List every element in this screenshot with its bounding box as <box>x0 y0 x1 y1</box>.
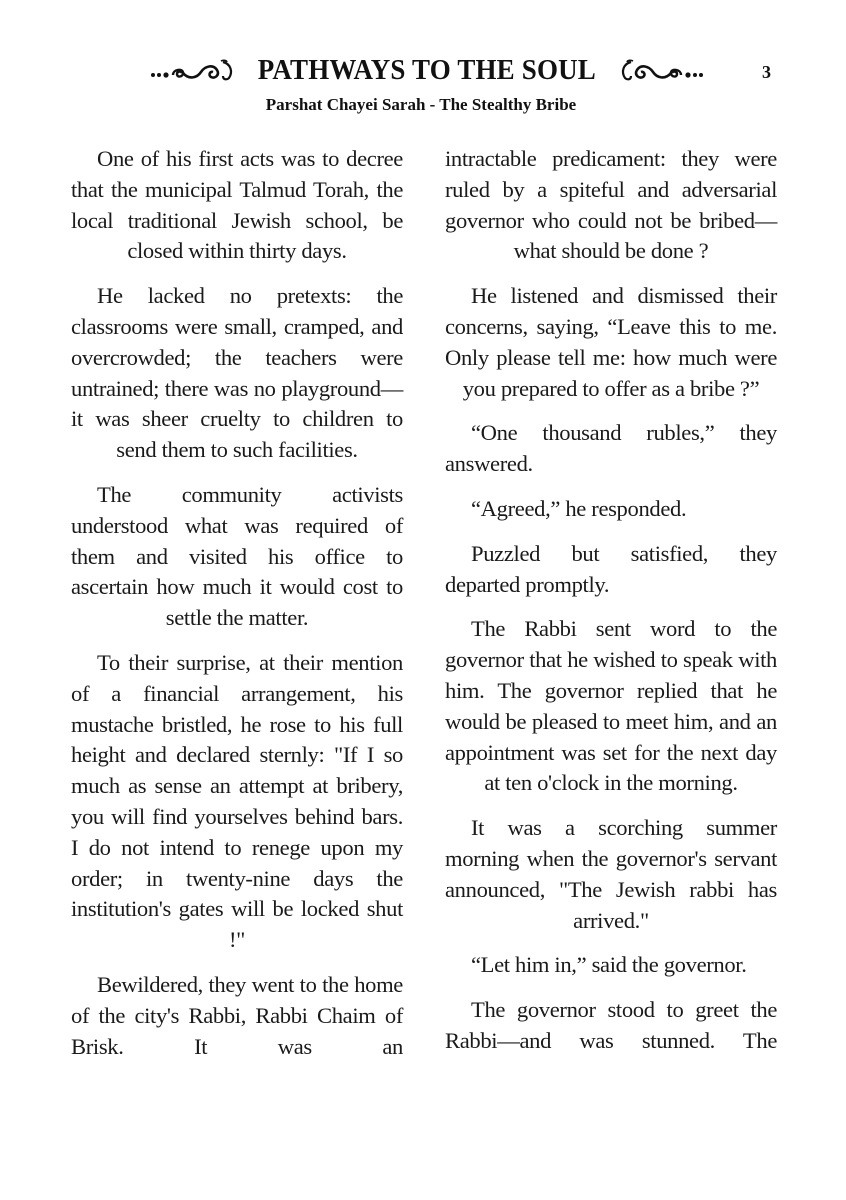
paragraph: “Agreed,” he responded. <box>471 495 687 521</box>
paragraph: He listened and dismissed their concerns, saying, “Leave this to me. Only please tell me: how much were you prepared to offer as a bribe ?” <box>445 283 777 401</box>
publication-title: PATHWAYS TO THE SOUL <box>257 53 597 86</box>
paragraph: intractable predicament: they were ruled by a spiteful and adversarial governor who could not be bribed—what should be done ? <box>445 146 777 264</box>
paragraph: “Let him in,” said the governor. <box>471 952 747 978</box>
paragraph: To their surprise, at their mention of a financial arrangement, his mustache bristled, he rose to his full height and declared sternly: "If I so much as sense an attempt at bribery, you will find yourselves behind bars. I do not intend to renege upon my order; in twenty-nine days the institution's gates will be locked shut !" <box>71 649 403 953</box>
flourish-ornament-right-icon <box>613 56 705 84</box>
paragraph: The Rabbi sent word to the governor that he wished to speak with him. The governor replied that he would be pleased to meet him, and an appointment was set for the next day at ten o'clock in the morning. <box>445 616 777 796</box>
article-subtitle <box>0 95 846 115</box>
paragraph: “One thousand rubles,” they answered. <box>445 420 777 477</box>
paragraph: One of his first acts was to decree that the municipal Talmud Torah, the local traditional Jewish school, be closed within thirty days. <box>71 146 403 264</box>
page-number: 3 <box>762 62 771 82</box>
flourish-ornament-left-icon <box>149 56 241 84</box>
title-row <box>132 50 722 90</box>
page-header <box>0 50 846 90</box>
paragraph: The community activists understood what was required of them and visited his office to ascertain how much it would cost to settle the matter. <box>71 481 403 631</box>
paragraph: He lacked no pretexts: the classrooms were small, cramped, and overcrowded; the teachers were untrained; there was no playground—it was sheer cruelty to children to send them to such facilities. <box>71 283 403 463</box>
right-column <box>445 144 777 1071</box>
paragraph: Puzzled but satisfied, they departed promptly. <box>445 540 777 597</box>
paragraph: It was a scorching summer morning when the governor's servant announced, "The Jewish rabbi has arrived." <box>445 815 777 933</box>
left-column <box>71 144 403 1076</box>
subtitle-text: Parshat Chayei Sarah - The Stealthy Bribe <box>265 95 577 114</box>
paragraph: Bewildered, they went to the home of the city's Rabbi, Rabbi Chaim of Brisk. It was an <box>71 971 403 1059</box>
paragraph: The governor stood to greet the Rabbi—and was stunned. The <box>445 997 777 1053</box>
